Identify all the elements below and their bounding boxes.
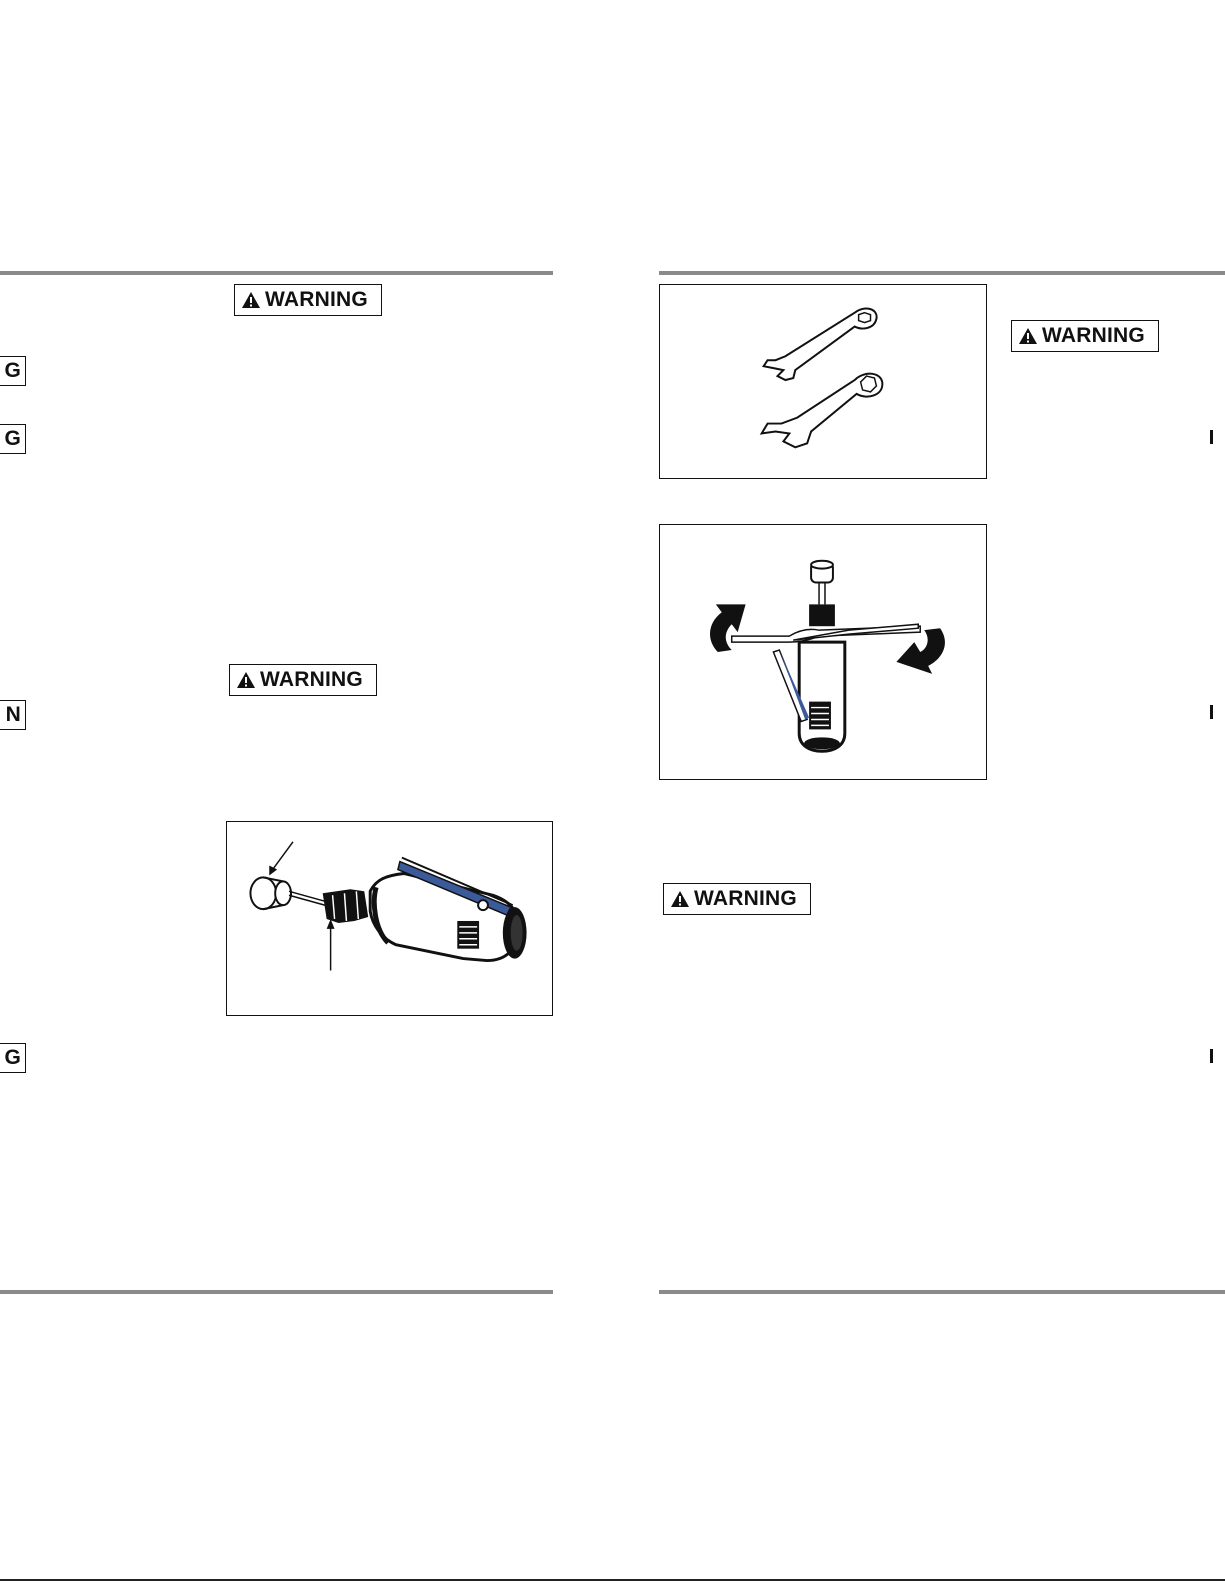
collet-tightening-illustration [660, 525, 986, 779]
collet-tightening-figure [659, 524, 987, 780]
right-page-bottom-rule [659, 1290, 1225, 1294]
die-grinder-illustration [227, 822, 552, 1015]
clipped-badge-label: G [4, 359, 21, 382]
clipped-edge-mark [1210, 430, 1213, 444]
die-grinder-figure [226, 821, 553, 1016]
warning-triangle-icon [236, 671, 256, 689]
clipped-badge [0, 424, 26, 454]
left-page-bottom-rule [0, 1290, 553, 1294]
clipped-edge-mark [1210, 1049, 1213, 1063]
wrenches-illustration [660, 285, 986, 478]
clipped-badge [0, 700, 26, 730]
wrenches-figure [659, 284, 987, 479]
clipped-edge-mark [1210, 705, 1213, 719]
clipped-badge-label: N [5, 703, 21, 726]
warning-badge-label: WARNING [260, 668, 363, 691]
clipped-badge [0, 356, 26, 386]
warning-badge [1011, 320, 1159, 352]
warning-badge-label: WARNING [694, 887, 797, 910]
warning-triangle-icon [1018, 327, 1038, 345]
right-page-top-rule [659, 271, 1225, 275]
clipped-badge-label: G [4, 427, 21, 450]
warning-badge [229, 664, 377, 696]
warning-badge [663, 883, 811, 915]
left-page-top-rule [0, 271, 553, 275]
warning-triangle-icon [670, 890, 690, 908]
page-bottom-edge [0, 1579, 1225, 1581]
warning-badge-label: WARNING [1042, 324, 1145, 347]
warning-triangle-icon [241, 291, 261, 309]
warning-badge [234, 284, 382, 316]
warning-badge-label: WARNING [265, 288, 368, 311]
clipped-badge-label: G [4, 1046, 21, 1069]
clipped-badge [0, 1043, 26, 1073]
